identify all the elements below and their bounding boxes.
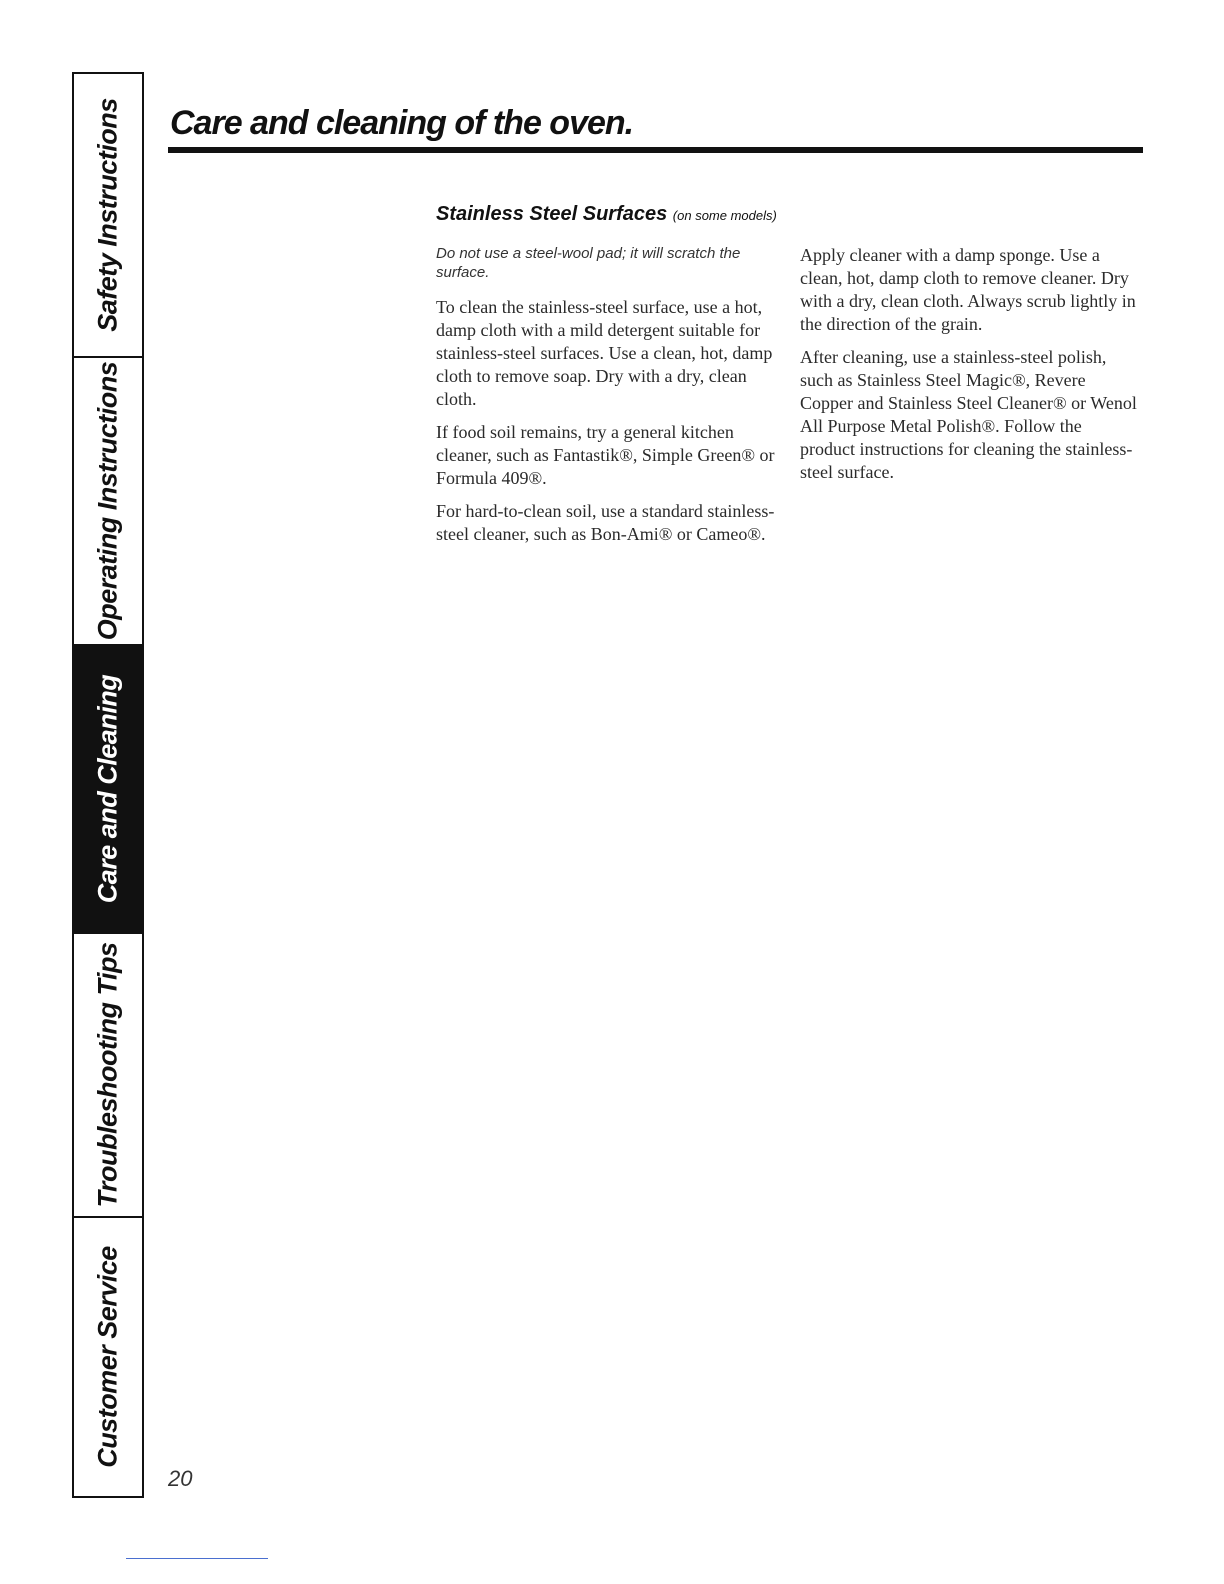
tab-label: Care and Cleaning xyxy=(92,674,123,904)
tab-label: Troubleshooting Tips xyxy=(92,942,123,1208)
tab-label: Customer Service xyxy=(92,1246,123,1468)
paragraph: Apply cleaner with a damp sponge. Use a clean, hot, damp cloth to remove cleaner. Dry with a dry, clean cloth. Always scrub lightly in the direction of the grain. xyxy=(800,245,1136,334)
tab-care-and-cleaning[interactable] xyxy=(74,646,142,934)
paragraph: After cleaning, use a stainless-steel polish, such as Stainless Steel Magic®, Revere Copper and Stainless Steel Cleaner® or Wenol All Purpose Metal Polish®. Follow the product instructions for cleaning the stainless-steel surface. xyxy=(800,347,1137,482)
bottom-link-underline xyxy=(126,1558,268,1559)
title-divider xyxy=(168,147,1143,153)
sidebar-tab-nav xyxy=(72,72,144,1498)
section-heading-note: (on some models) xyxy=(672,208,777,223)
warning-note: Do not use a steel-wool pad; it will scratch the surface. xyxy=(436,245,741,281)
paragraph: If food soil remains, try a general kitchen cleaner, such as Fantastik®, Simple Green® or Formula 409®. xyxy=(436,422,775,488)
page-title: Care and cleaning of the oven. xyxy=(170,104,634,142)
tab-label: Safety Instructions xyxy=(92,98,123,332)
section-heading xyxy=(436,203,777,226)
paragraph: For hard-to-clean soil, use a standard stainless-steel cleaner, such as Bon-Ami® or Cameo®. xyxy=(436,501,775,544)
tab-label: Operating Instructions xyxy=(92,361,123,641)
right-column xyxy=(800,244,1140,494)
tab-operating-instructions[interactable] xyxy=(74,358,142,646)
section-heading-text: Stainless Steel Surfaces xyxy=(436,203,668,225)
tab-troubleshooting-tips[interactable] xyxy=(74,934,142,1218)
paragraph: To clean the stainless-steel surface, use a hot, damp cloth with a mild detergent suitable for stainless-steel surfaces. Use a clean, hot, damp cloth to remove soap. Dry with a dry, clean cloth. xyxy=(436,297,773,409)
page-number: 20 xyxy=(168,1466,193,1491)
tab-customer-service[interactable] xyxy=(74,1218,142,1496)
left-column xyxy=(436,244,776,556)
tab-safety-instructions[interactable] xyxy=(74,74,142,358)
